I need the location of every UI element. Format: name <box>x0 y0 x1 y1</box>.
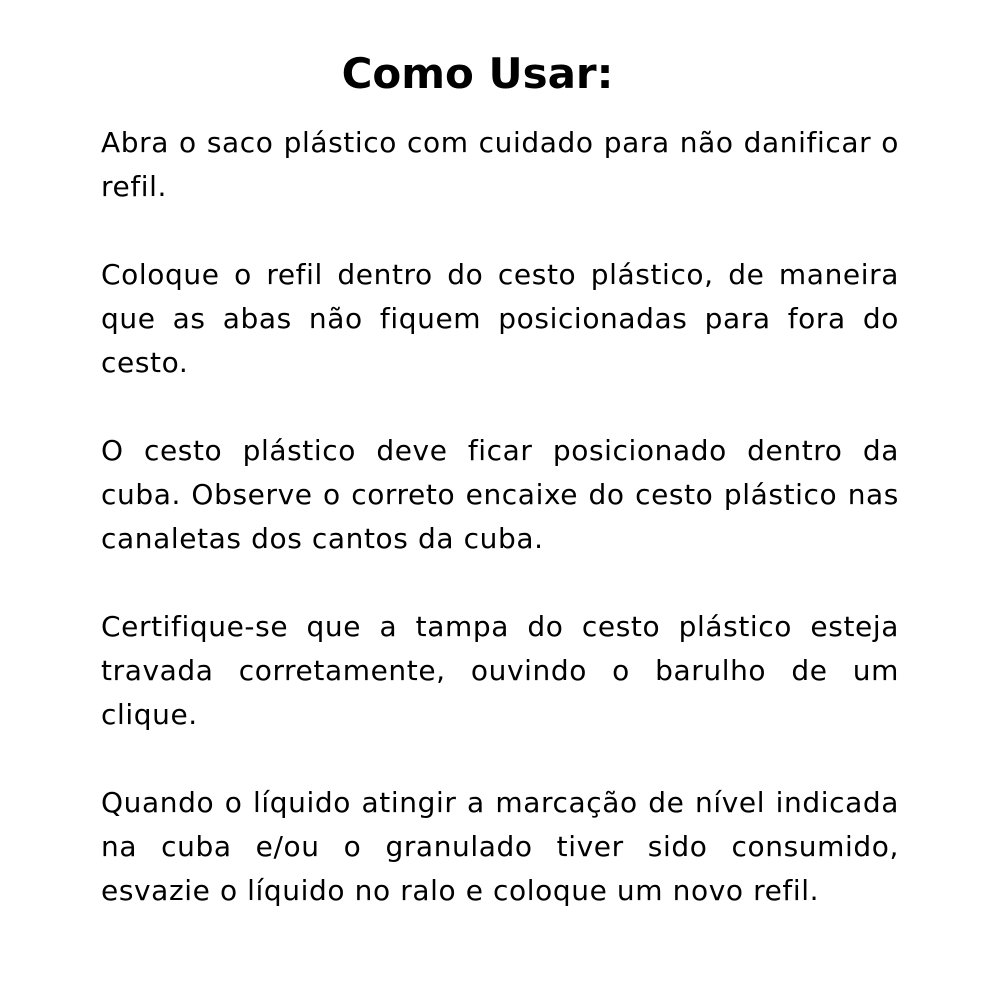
instructions-body <box>101 121 899 913</box>
instruction-paragraph-5: Quando o líquido atingir a marcação de nível indicada na cuba e/ou o granulado tiver sido consumido, esvazie o líquido no ralo e coloque um novo refil. <box>101 786 899 907</box>
instruction-paragraph-4: Certifique-se que a tampa do cesto plástico esteja travada corretamente, ouvindo o barulho de um clique. <box>101 610 899 731</box>
instruction-paragraph-2: Coloque o refil dentro do cesto plástico, de maneira que as abas não fiquem posicionadas para fora do cesto. <box>101 258 899 379</box>
instruction-paragraph-3: O cesto plástico deve ficar posicionado dentro da cuba. Observe o correto encaixe do cesto plástico nas canaletas dos cantos da cuba. <box>101 434 899 555</box>
page-title: Como Usar: <box>341 49 614 98</box>
instruction-paragraph-1: Abra o saco plástico com cuidado para não danificar o refil. <box>101 126 899 203</box>
